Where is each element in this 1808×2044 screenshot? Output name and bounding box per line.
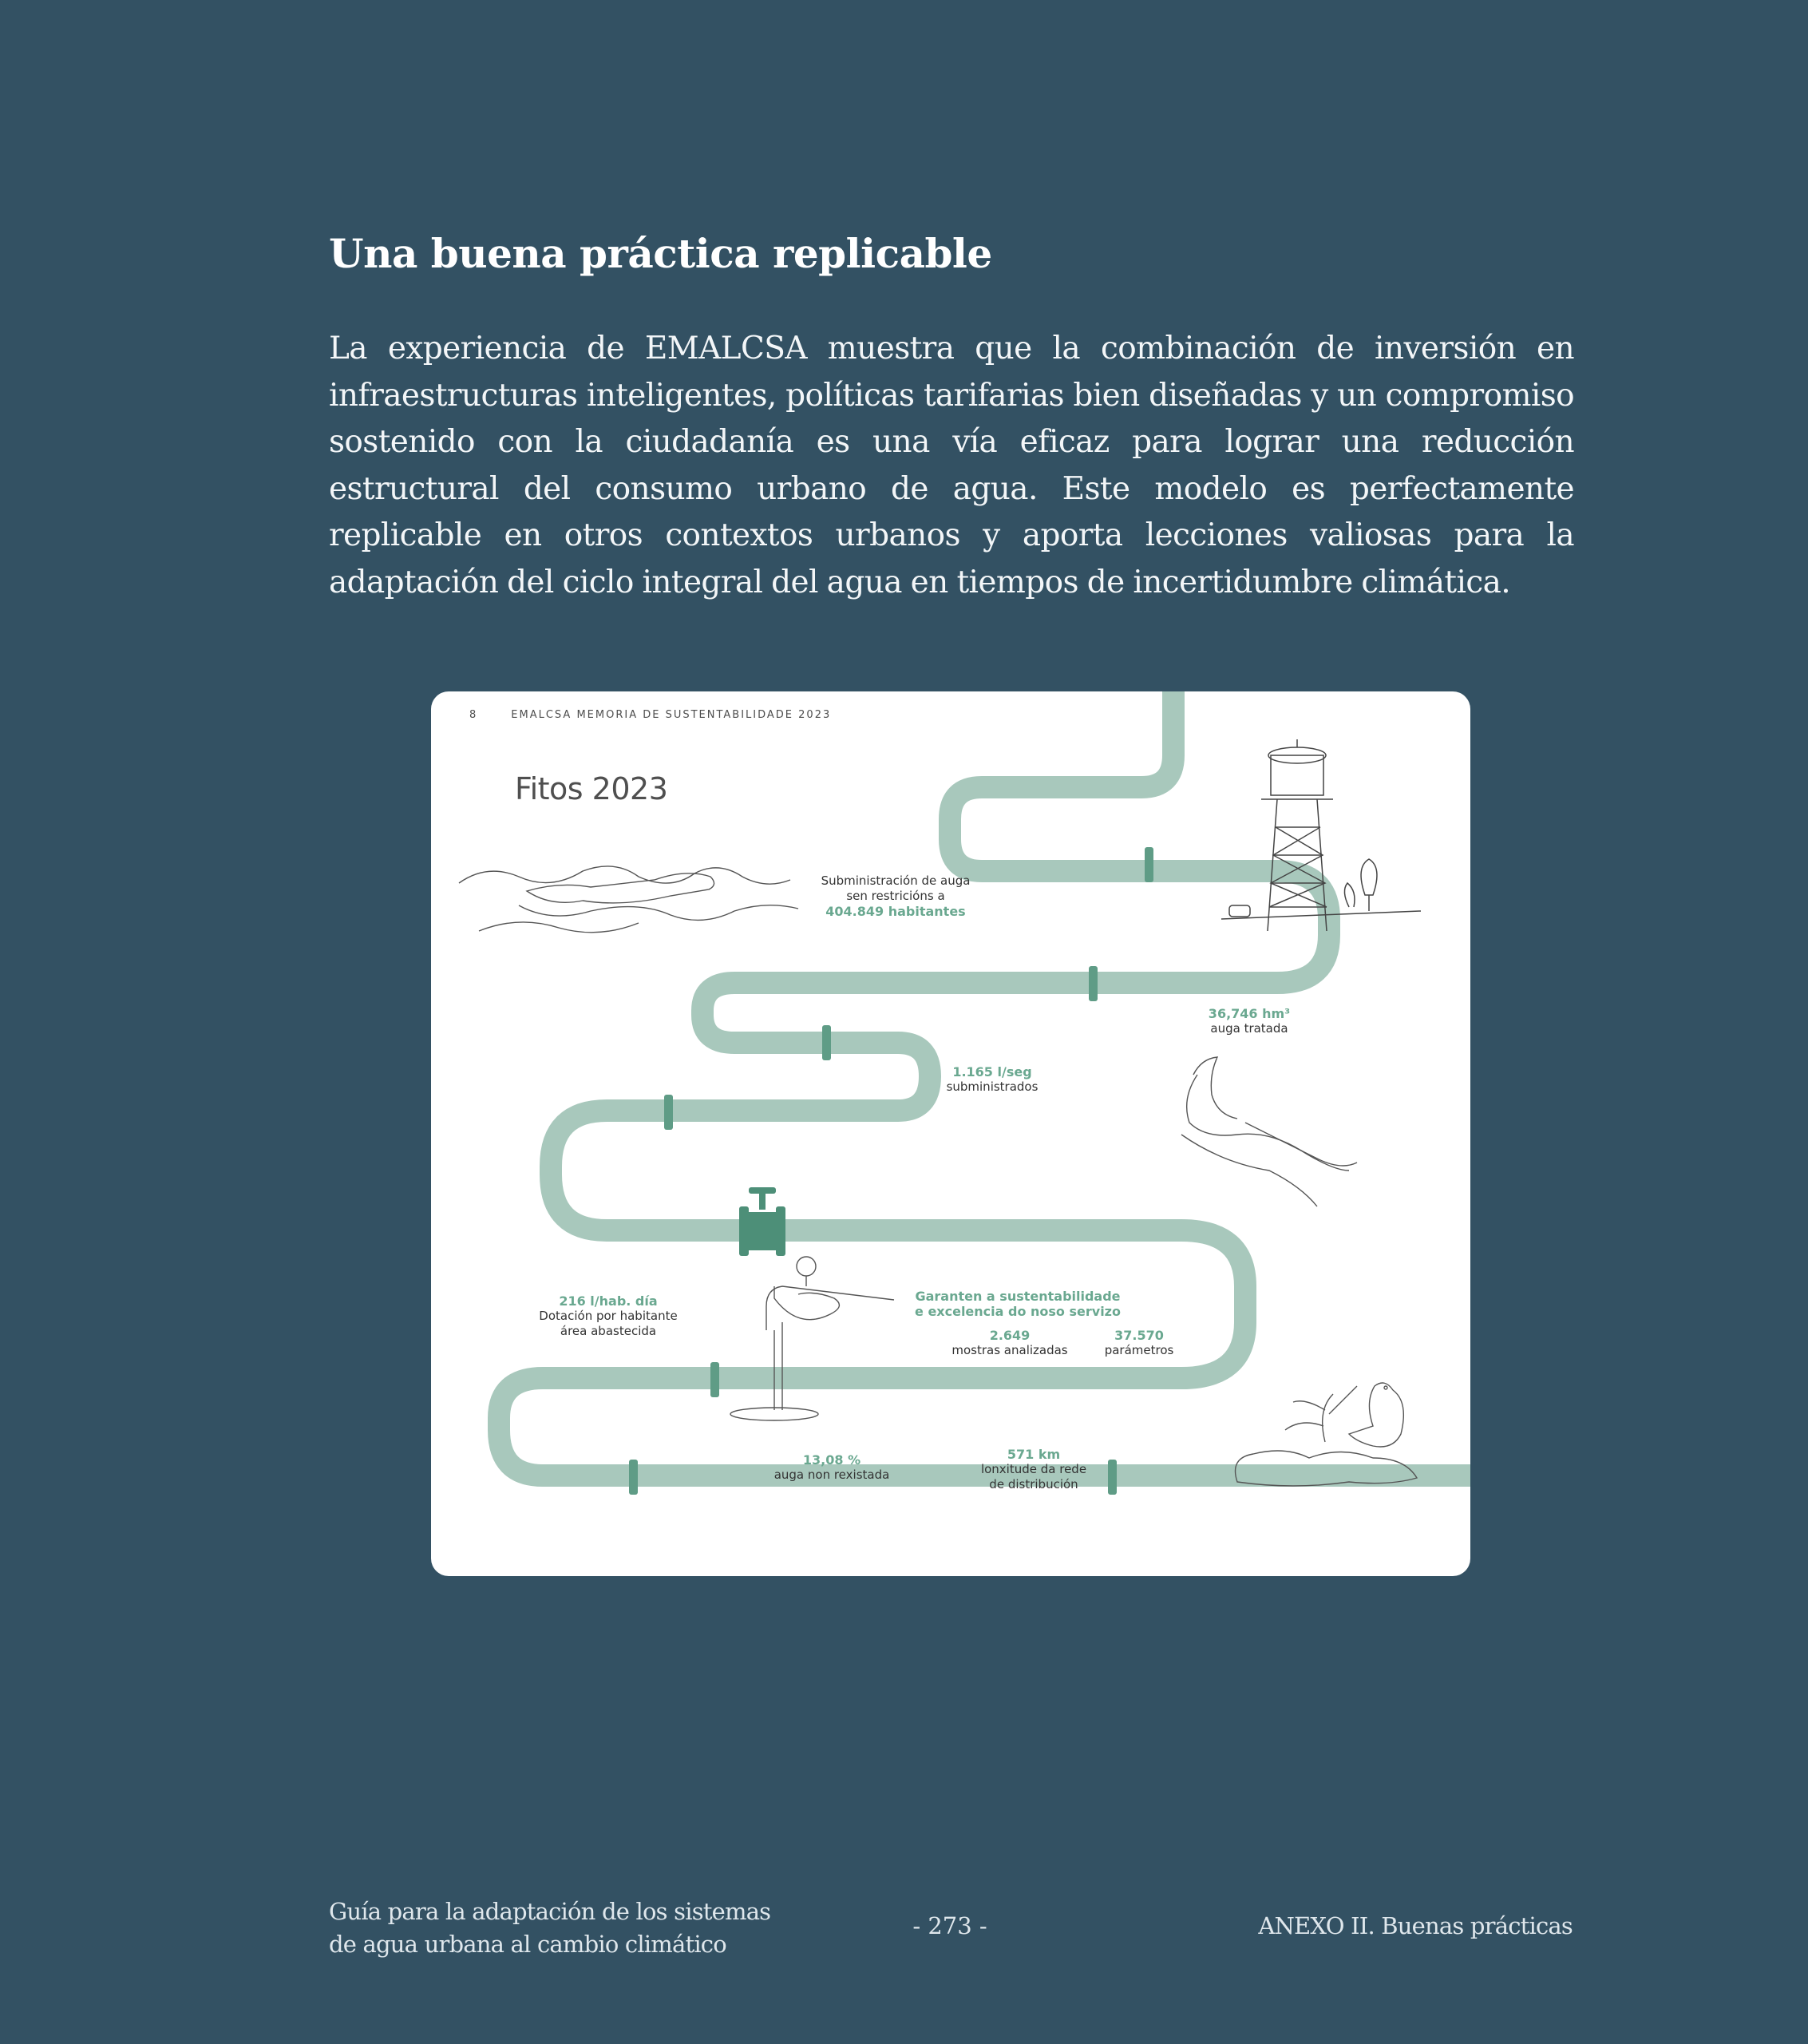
- stat-network: 571 km lonxitude da rede de distribución: [980, 1447, 1087, 1491]
- pipe-joint: [1108, 1460, 1117, 1495]
- pipe-joints: [629, 847, 1153, 1495]
- stat-supply: Subministración de auga sen restricións a 404.849 habitantes: [821, 873, 971, 919]
- stat-treated: 36,746 hm³ auga tratada: [1208, 1006, 1291, 1036]
- faucet-illustration: [730, 1257, 894, 1420]
- footer-section-title: ANEXO II. Buenas prácticas: [1258, 1912, 1573, 1939]
- section-heading: Una buena práctica replicable: [329, 230, 992, 277]
- swimmer-illustration: [459, 866, 798, 933]
- stat-unregistered: 13,08 % auga non rexistada: [773, 1452, 890, 1482]
- figure-title: Fitos 2023: [515, 771, 668, 806]
- pipe-joint: [664, 1095, 673, 1130]
- pipe-joint: [629, 1460, 638, 1495]
- pipe-joint: [710, 1362, 719, 1397]
- stat-allocation: 216 l/hab. día Dotación por habitante área abastecida: [539, 1293, 678, 1338]
- figure-header-text: EMALCSA MEMORIA DE SUSTENTABILIDADE 2023: [511, 709, 832, 721]
- figure-header: [469, 709, 831, 721]
- body-paragraph: La experiencia de EMALCSA muestra que la combinación de inversión en infraestructuras inteligentes, políticas tarifarias bien diseñadas y un compromiso sostenido con la ciudadanía es una vía eficaz para lograr una reducción estructural del consumo urbano de agua. Este modelo es perfectamente replicable en otros contextos urbanos y aporta lecciones valiosas para la adaptación del ciclo integral del agua en tiempos de incertidumbre climática.: [329, 331, 1574, 600]
- infographic-image: [431, 691, 1470, 1576]
- footer-guide-title: Guía para la adaptación de los sistemas de agua urbana al cambio climático: [329, 1898, 771, 1958]
- valve-icon: [739, 1187, 785, 1256]
- hands-water-illustration: [1181, 1057, 1357, 1206]
- stat-quality: Garanten a sustentabilidade e excelencia do noso servizo: [915, 1289, 1121, 1319]
- stat-parameters: 37.570 parámetros: [1104, 1328, 1174, 1357]
- pipe-joint: [822, 1025, 831, 1060]
- pipeline-illustration: [431, 691, 1470, 1576]
- stat-samples: 2.649 mostras analizadas: [951, 1328, 1068, 1357]
- figure-page-number: 8: [469, 709, 478, 721]
- pipe-joint: [1089, 966, 1098, 1001]
- stat-flow: 1.165 l/seg subministrados: [946, 1064, 1039, 1094]
- pipe-joint: [1145, 847, 1153, 882]
